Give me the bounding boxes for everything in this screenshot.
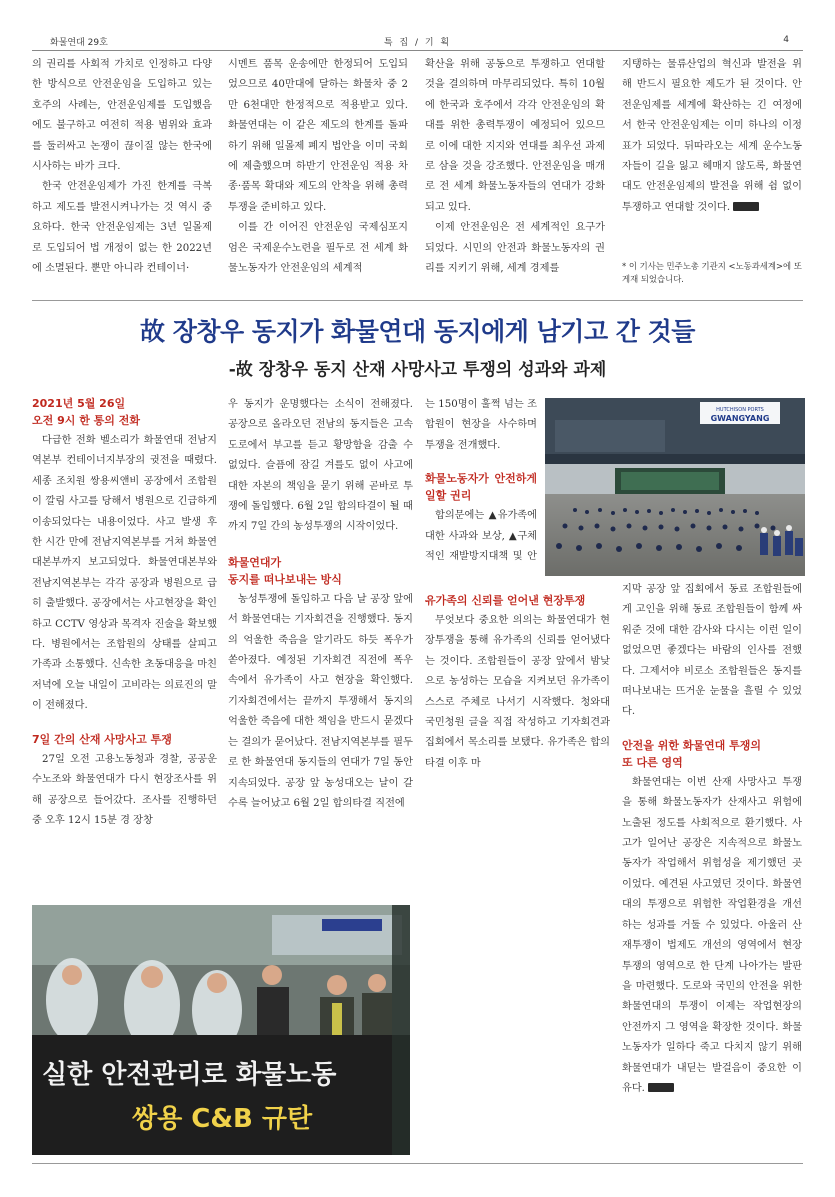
body-column-2 [228,395,413,900]
paragraph: 합의문에는 ▲유가족에 대한 사과와 보상, ▲구체적인 재발방지대책 및 안 [425,510,537,563]
top-column-4 [622,55,802,255]
banner-text-2: 쌍용 C&B 규탄 [132,1104,313,1134]
end-mark-icon [648,1083,674,1092]
section-heading: 유가족의 신뢰를 얻어낸 현장투쟁 [425,594,586,607]
section-heading: 7일 간의 산재 사망사고 투쟁 [32,732,172,746]
paragraph: 무엇보다 중요한 의의는 화물연대가 현장투쟁을 통해 유가족의 신뢰를 얻어냈다는 것이다. 조합원들이 공장 앞에서 밤낮으로 농성하는 모습을 지켜보던 유가족이 스스로 주체로 나서기 시작했다. 청와대 국민청원 글을 직접 작성하고 기자회견과 집회에서 목소리를 보탰다. 유가족은 합의타결 이후 마 [425,615,610,769]
svg-text:GWANGYANG: GWANGYANG [710,414,770,423]
paragraph [622,773,802,1100]
banner-text-1: 실한 안전관리로 화물노동 [42,1060,337,1090]
port-sign-text: HUTCHISON PORTS [716,407,764,413]
footer-rule [32,1163,803,1164]
paragraph: 한국 안전운임제가 가진 한계를 극복하고 제도를 발전시켜나가는 것 역시 중요하다. 한국 안전운임제는 3년 일몰제로 도입되어 법 개정이 없는 한 2022년에 소멸된다. 뿐만 아니라 컨테이너· [32,181,212,275]
body-column-4 [622,580,802,1160]
section-heading: 2021년 5월 26일 오전 9시 한 통의 전화 [32,397,140,427]
article-subtitle: -故 장창우 동지 산재 사망사고 투쟁의 성과와 과제 [228,360,607,380]
article-title: 故 장창우 동지가 화물연대 동지에게 남기고 간 것들 [140,317,695,346]
body-column-1 [32,395,217,900]
page-number: 4 [783,35,789,45]
top-column-3 [425,55,605,290]
paragraph: 의 권리를 사회적 가치로 인정하고 다양한 방식으로 안전운임을 도입하고 있는 호주의 사례는, 안전운임제를 도입했음에도 불구하고 여전히 적용 범위와 효과를 둘러싸고 논쟁이 끊이질 않는 한국에 시사하는 바가 크다. [32,59,212,173]
paragraph: 다급한 전화 벨소리가 화물연대 전남지역본부 컨테이너지부장의 귓전을 때렸다. 세종 조치원 쌍용씨앤비 공장에서 조합원이 깔림 사고를 당해서 병원으로 긴급하게 이송되었다는 내용이었다. 사고 발생 후 한 시간 만에 전남지역본부를 거쳐 화물연대본부까지 보고되었다. 화물연대본부와 전남지역본부는 각각 공장과 병원으로 급히 출발했다. 공장에서는 사고현장을 확인하고 CCTV 영상과 목격자 진술을 확보했다. 병원에서는 조합원의 상태를 살피고 가족과 소통했다. 신속한 초동대응을 마친 저녁에 오늘 내일이 고비라는 의료진의 말이 전해졌다. [32,435,217,712]
top-column-1 [32,55,212,290]
paragraph: 27일 오전 고용노동청과 경찰, 공공운수노조와 화물연대가 다시 현장조사를 위해 공장으로 들어갔다. 조사를 진행하던 중 오후 12시 15분 경 장창 [32,753,217,826]
body-column-3 [425,580,610,1160]
top-column-2 [228,55,408,290]
publication-note: * 이 기사는 민주노총 기관지 <노동과세계>에 또 게재 되었습니다. [622,261,802,284]
paragraph: 확산을 위해 공동으로 투쟁하고 연대할 것을 결의하며 마무리되었다. 특히 10월에 한국과 호주에서 각각 안전운임의 확대를 위한 총력투쟁이 예정되어 있으므로 이에 대한 지지와 연대를 최우선 과제로 삼을 것을 강조했다. 안전운임을 매개로 전 세계 화물노동자들의 연대가 강화되고 있다. [425,59,605,213]
paragraph: 우 동지가 운명했다는 소식이 전해졌다. 공장으로 올라오던 전남의 동지들은 고속도로에서 부고를 듣고 황망함을 감출 수 없었다. 슬픔에 잠길 겨를도 없이 사고에 대한 자본의 책임을 묻기 위해 곧바로 투쟁에 돌입했다. 6월 2일 합의타결이 될 때까지 7일 간의 농성투쟁의 시작이었다. [228,399,413,533]
paragraph: 시멘트 품목 운송에만 한정되어 도입되었으므로 40만대에 달하는 화물차 중 2만 6천대만 한정적으로 적용받고 있다. 화물연대는 이 같은 제도의 한계를 돌파하기 위해 일몰제 폐지 법안을 이미 국회에 제출했으며 하반기 안전운임 적용 차종·품목 확대와 제도의 안착을 위해 총력투쟁을 준비하고 있다. [228,59,408,213]
paragraph: 이제 안전운임은 전 세계적인 요구가 되었다. 시민의 안전과 화물노동자의 권리를 지키기 위해, 세계 경제를 [425,222,605,275]
section-heading: 화물연대가 동지를 떠나보내는 방식 [228,555,342,586]
rally-photo-port [545,398,805,576]
section-heading: 화물노동자가 안전하게 일할 권리 [425,472,537,503]
end-mark-icon [733,202,759,211]
paragraph [622,55,802,218]
page-header [32,32,803,52]
rally-photo-rain [32,905,410,1155]
paragraph: 지막 공장 앞 집회에서 동료 조합원들에게 고인을 위해 동료 조합원들이 함께 싸워준 것에 대한 감사와 다시는 이런 일이 없었으면 좋겠다는 바람의 인사를 전했다. 그제서야 비로소 조합원들은 동지를 떠나보내는 뜨거운 눈물을 흘릴 수 있었다. [622,584,802,718]
paragraph-text: 화물연대는 이번 산재 사망사고 투쟁을 통해 화물노동자가 산재사고 위험에 노출된 정도를 사회적으로 환기했다. 사고가 일어난 공장은 지속적으로 화물노동자가 작업해서 위험성을 제기했던 곳이었다. 예견된 사고였던 것이다. 화물연대의 투쟁으로 위험한 작업환경을 개선하는 성과를 거둘 수 있었다. 아울러 산재투쟁이 법제도 개선의 영역에서 현장투쟁의 영역으로 한 단계 나아가는 발판을 마련했다. 도로와 국민의 안전을 위한 화물연대의 투쟁이 이제는 작업현장의 안전까지 그 영역을 확장한 것이다. 화물노동자가 일하다 죽고 다치지 않기 위해 화물연대가 내딛는 발걸음이 중요한 이유다. [622,776,802,1094]
paragraph: 농성투쟁에 돌입하고 다음 날 공장 앞에서 화물연대는 기자회견을 진행했다. 동지의 억울한 죽음을 알기라도 하듯 폭우가 쏟아졌다. 예정된 기자회견 직전에 폭우 속에서 유가족이 사고 현장을 확인했다. 기자회견에서는 끝까지 투쟁해서 동지의 억울한 죽음에 대한 책임을 반드시 묻겠다는 결의가 묻어났다. 전남지역본부를 필두로 한 화물연대 동지들의 연대가 7일 동안 지속되었다. 공장 앞 농성대오는 날이 갈수록 늘어났고 6월 2일 합의타결 직전에 [228,593,413,809]
section-divider [32,300,803,301]
header-rule [32,50,803,51]
paragraph: 는 150명이 훌쩍 넘는 조합원이 현장을 사수하며 투쟁을 전개했다. [425,399,537,451]
section-label: 특 집 / 기 획 [383,38,452,48]
body-column-3-top [425,395,537,580]
paragraph: 이를 간 이어진 안전운임 국제심포지엄은 국제운수노련을 필두로 전 세계 화물노동자가 안전운임의 세계적 [228,222,408,275]
section-heading: 안전을 위한 화물연대 투쟁의 또 다른 영역 [622,738,761,769]
issue-label: 화물연대 29호 [50,38,108,48]
paragraph-text: 지탱하는 물류산업의 혁신과 발전을 위해 반드시 필요한 제도가 된 것이다. 안전운임제를 세계에 확산하는 긴 여정에서 한국 안전운임제는 이미 하나의 이정표가 되었다. 뒤따라오는 세계 운수노동자들이 길을 잃고 헤매지 않도록, 화물연대도 안전운임제의 발전을 위해 쉼 없이 투쟁하고 연대할 것이다. [622,59,802,213]
